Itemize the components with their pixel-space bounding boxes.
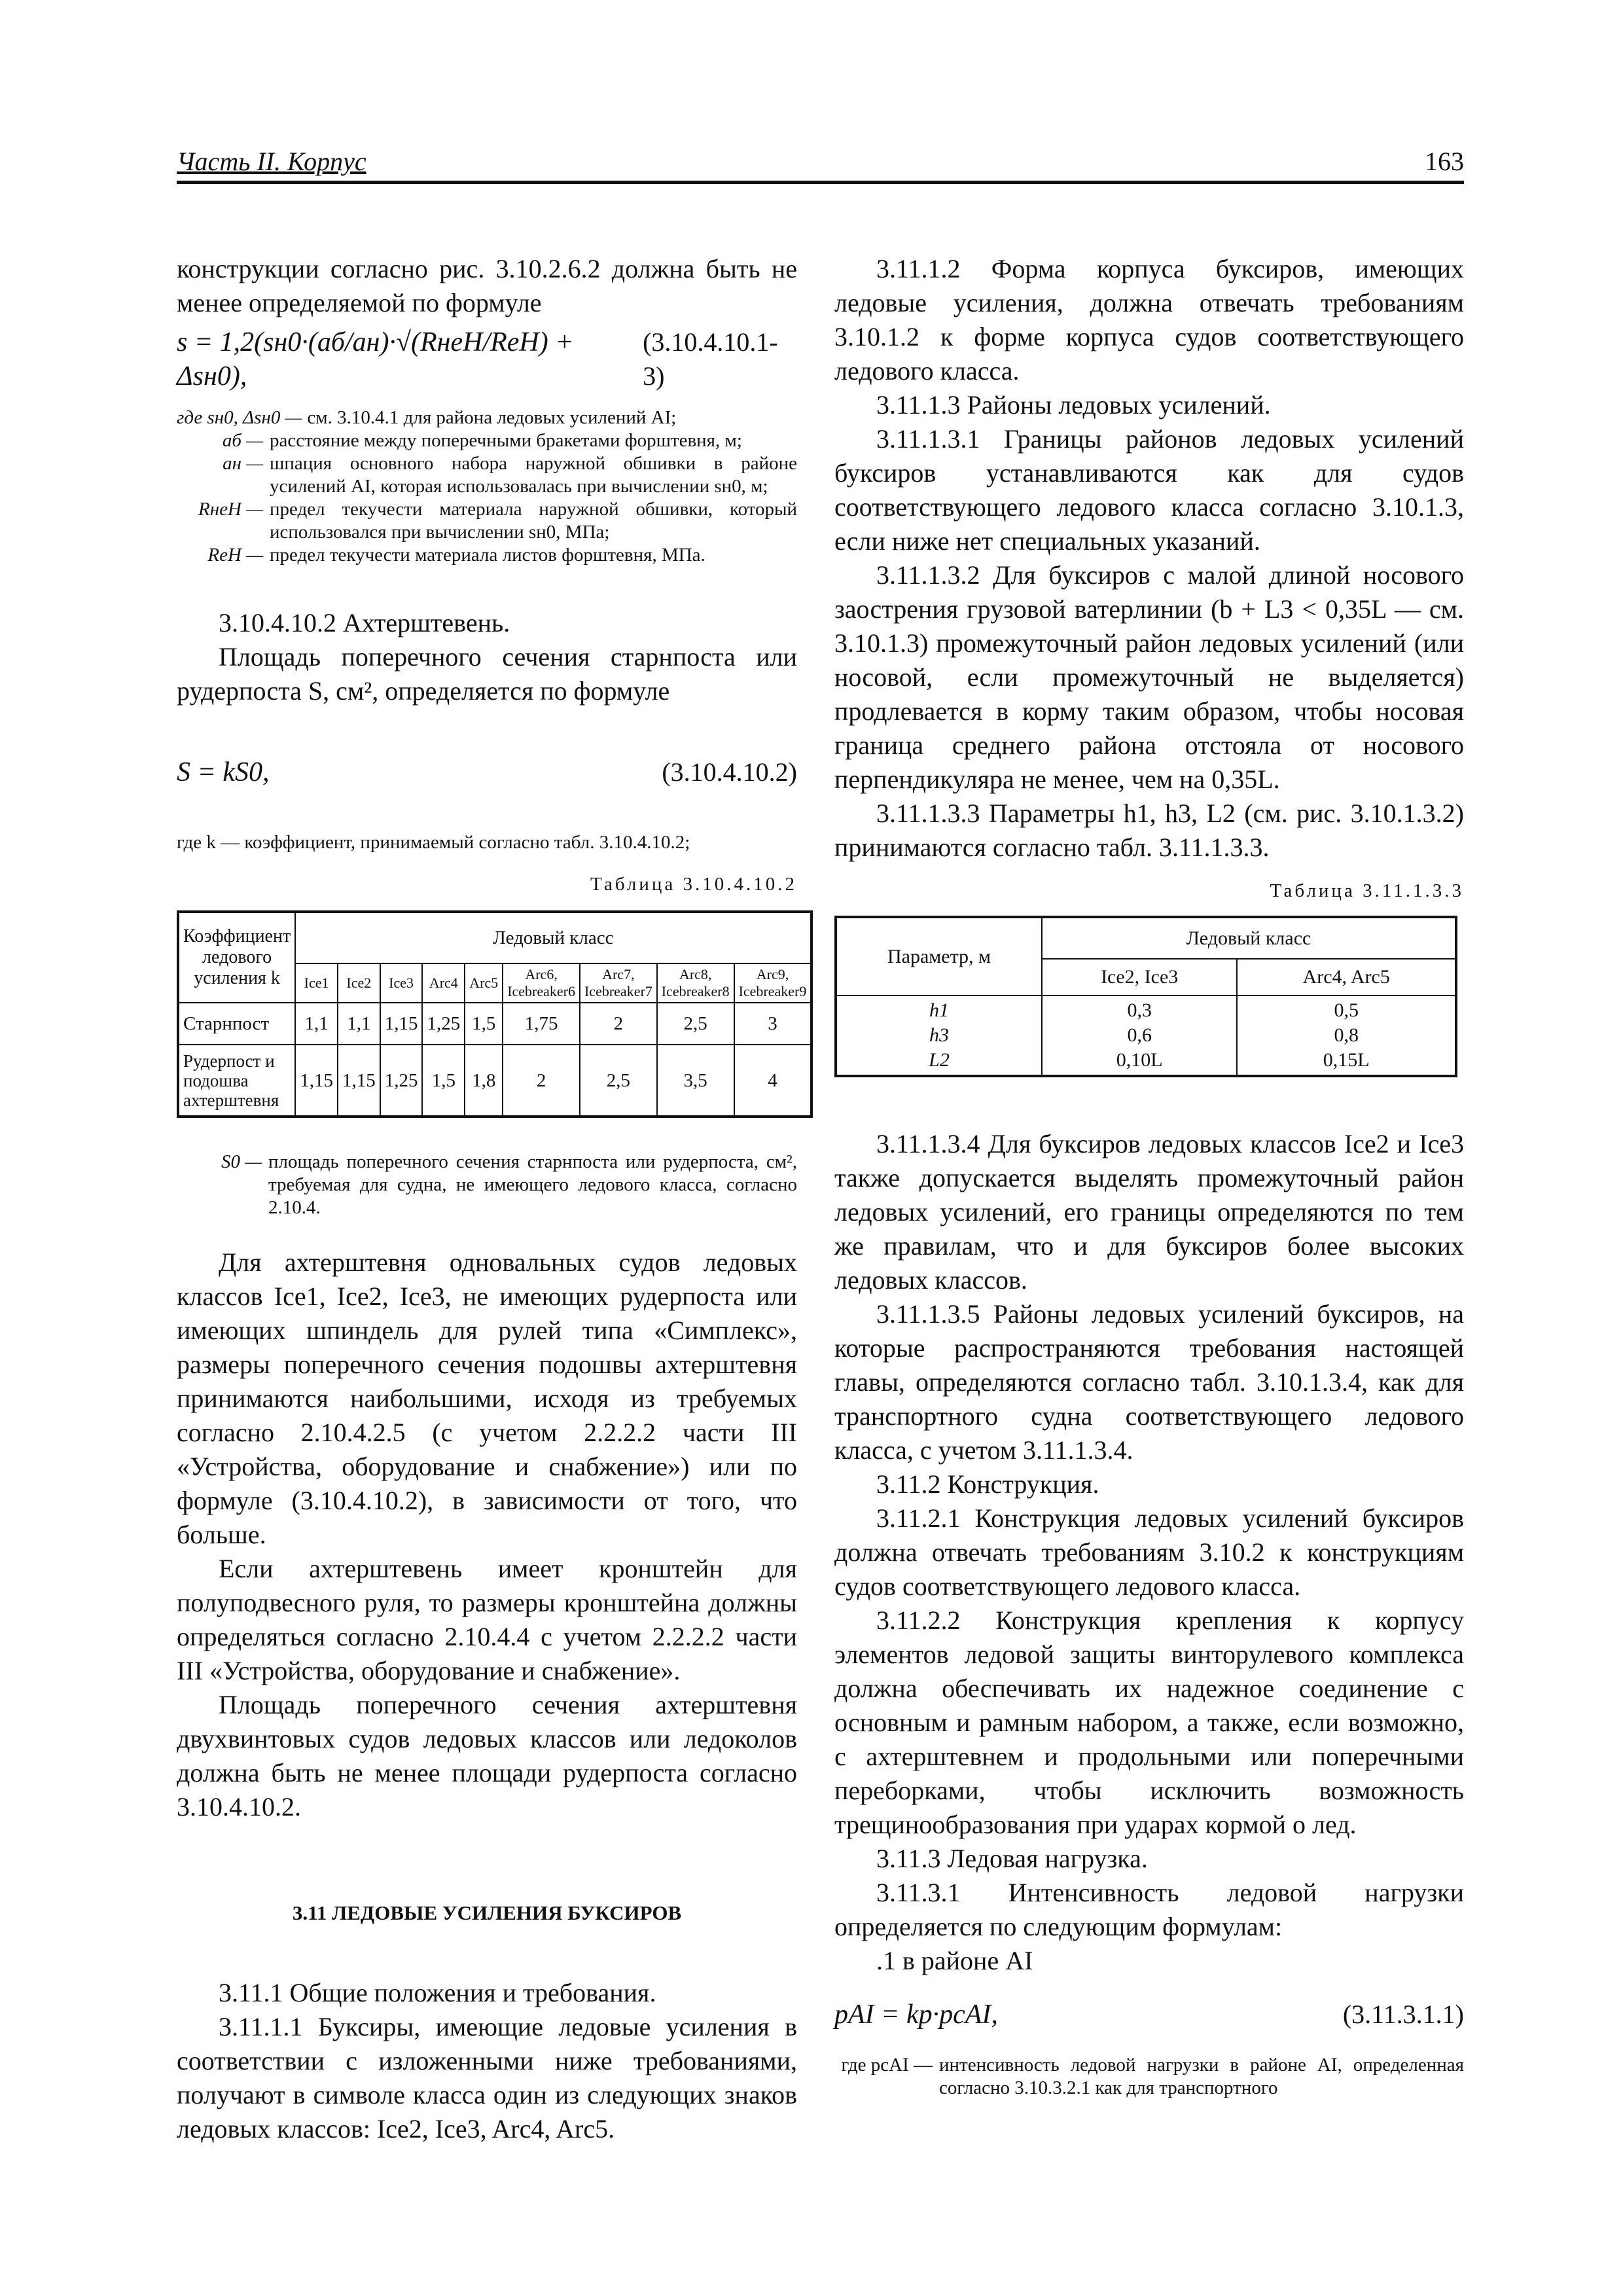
legend-text: интенсивность ледовой нагрузки в районе AI, определенная согласно 3.10.3.2.1 как для транспортного — [939, 2054, 1464, 2098]
subsection-heading: 3.10.4.10.2 Ахтерштевень. — [219, 608, 510, 637]
formula-legend: где k — коэффициент, принимаемый согласно табл. 3.10.4.10.2; — [177, 832, 690, 853]
table-column-header: Ice1 — [295, 963, 338, 1003]
left-column — [177, 252, 807, 2146]
ice-coefficient-table — [177, 910, 813, 1118]
legend-row: aб — расстояние между поперечными бракетами форштевня, м; — [222, 430, 742, 451]
paragraph: 3.11.1.2 Форма корпуса буксиров, имеющих ледовые усиления, должна отвечать требованиям 3.10.1.2 к форме корпуса судов соответствующего ледового класса. — [834, 254, 1464, 386]
formula-number: (3.10.4.10.2) — [662, 757, 797, 787]
table-cell: 2,5 — [657, 1003, 734, 1045]
formula-expression: S = kS0, — [177, 757, 270, 787]
table-column-header: Arc4, Arc5 — [1237, 959, 1456, 996]
table-cell: 3 — [734, 1003, 812, 1045]
table-row-label: Рудерпост и подошва ахтерштевня — [178, 1045, 295, 1117]
paragraph: 3.11.1.3.3 Параметры h1, h3, L2 (см. рис. 3.10.1.3.2) принимаются согласно табл. 3.11.1.3.3. — [834, 798, 1464, 862]
formula-number: (3.11.3.1.1) — [1342, 2000, 1464, 2029]
formula-expression: pAI = kp·pcAI, — [834, 2000, 998, 2030]
table-corner-header: Параметр, м — [836, 917, 1042, 996]
right-column — [834, 252, 1464, 2100]
legend-row: RнeH — предел текучести материала наружной обшивки, который использовался при вычислении sн0, МПа; — [198, 499, 797, 543]
table-cell: 3,5 — [657, 1045, 734, 1117]
subsection-heading: 3.11.3 Ледовая нагрузка. — [876, 1844, 1148, 1873]
subsection-heading: 3.11.2 Конструкция. — [876, 1469, 1099, 1499]
subsection-heading: 3.11.1 Общие положения и требования. — [219, 1978, 656, 2007]
table-caption: Таблица 3.11.1.3.3 — [1270, 880, 1464, 901]
paragraph: 3.11.1.3.5 Районы ледовых усилений буксиров, на которые распространяются требования настоящей главы, определяются согласно табл. 3.10.1.3.4, как для транспортного судна соответствующего ледового класса, с учетом 3.11.1.3.4. — [834, 1299, 1464, 1465]
formula-3-10-4-10-2 — [177, 755, 797, 789]
legend-row: aн — шпация основного набора наружной обшивки в районе усилений AI, которая использовалась при вычислении sн0, м; — [223, 453, 797, 497]
ice-parameters-table — [834, 916, 1457, 1077]
paragraph: конструкции согласно рис. 3.10.2.6.2 должна быть не менее определяемой по формуле — [177, 254, 797, 317]
table-row-label: h3 — [929, 1024, 949, 1046]
table-column-header: Arc8, Icebreaker8 — [657, 963, 734, 1003]
section-heading: 3.11 ЛЕДОВЫЕ УСИЛЕНИЯ БУКСИРОВ — [292, 1901, 682, 1924]
paragraph: Если ахтерштевень имеет кронштейн для полуподвесного руля, то размеры кронштейна должны определяться согласно 2.10.4.4 с учетом 2.2.2.2 части III «Устройства, оборудование и снабжение». — [177, 1554, 797, 1685]
table-column-header: Arc7, Icebreaker7 — [580, 963, 657, 1003]
table-cell: 2 — [580, 1003, 657, 1045]
table-cell: 1,75 — [503, 1003, 580, 1045]
paragraph: 3.11.2.1 Конструкция ледовых усилений буксиров должна отвечать требованиям 3.10.2 к конструкциям судов соответствующего ледового класса. — [834, 1503, 1464, 1601]
table-column-header: Ice2, Ice3 — [1042, 959, 1237, 996]
table-group-header: Ледовый класс — [295, 912, 812, 963]
legend-symbol: где pcAI — — [841, 2054, 933, 2075]
table-cell: 1,1 — [338, 1003, 380, 1045]
table-column-header: Arc5 — [465, 963, 503, 1003]
table-cell: 2 — [503, 1045, 580, 1117]
table-cell: 1,8 — [465, 1045, 503, 1117]
table-row-label: h1 — [929, 999, 949, 1021]
table-group-header: Ледовый класс — [1042, 917, 1456, 959]
table-column-header: Ice2 — [338, 963, 380, 1003]
table-row — [178, 1003, 812, 1045]
table-cell: 1,15 — [295, 1045, 338, 1117]
table-column-header: Arc4 — [422, 963, 465, 1003]
legend-symbol: S0 — — [221, 1151, 262, 1172]
table-cell: 1,1 — [295, 1003, 338, 1045]
table-column-header: Arc9, Icebreaker9 — [734, 963, 812, 1003]
table-cell: 1,15 — [338, 1045, 380, 1117]
paragraph: Площадь поперечного сечения старнпоста или рудерпоста S, см², определяется по формуле — [177, 642, 797, 706]
formula-3-11-3-1-1 — [834, 1998, 1464, 2032]
formula-number: (3.10.4.10.1-3) — [643, 327, 778, 391]
legend-row: где sн0, Δsн0 — см. 3.10.4.1 для района ледовых усилений AI; — [177, 407, 677, 428]
table-cell: 0,8 — [1334, 1024, 1359, 1046]
table-corner-header: Коэффициент ледового усиления k — [178, 912, 295, 1003]
table-cell: 0,10L — [1116, 1049, 1163, 1071]
list-item: .1 в районе AI — [876, 1946, 1033, 1975]
table-cell: 1,5 — [422, 1045, 465, 1117]
table-cell: 0,15L — [1323, 1049, 1370, 1071]
formula-3-10-4-10-1-3 — [177, 328, 797, 391]
paragraph: 3.11.1.1 Буксиры, имеющие ледовые усиления в соответствии с изложенными ниже требованиями, получают в символе класса один из следующих знаков ледовых классов: Ice2, Ice3, Arc4, Arc5. — [177, 2012, 797, 2144]
table-cell: 1,5 — [465, 1003, 503, 1045]
s0-legend — [177, 1151, 797, 1219]
table-cell: 0,5 — [1334, 999, 1359, 1021]
table-cell: 0,3 — [1127, 999, 1152, 1021]
table-row — [836, 996, 1456, 1076]
paragraph: Для ахтерштевня одновальных судов ледовых классов Ice1, Ice2, Ice3, не имеющих рудерпоста или имеющих шпиндель для рулей типа «Симплекс», размеры поперечного сечения подошвы ахтерштевня принимаются наибольшими, исходя из требуемых согласно 2.10.4.2.5 (с учетом 2.2.2.2 части III «Устройства, оборудование и снабжение») или по формуле (3.10.4.10.2), в зависимости от того, что больше. — [177, 1247, 797, 1549]
table-column-header: Arc6, Icebreaker6 — [503, 963, 580, 1003]
subsection-heading: 3.11.1.3 Районы ледовых усилений. — [876, 390, 1271, 420]
paragraph: 3.11.3.1 Интенсивность ледовой нагрузки определяется по следующим формулам: — [834, 1878, 1464, 1941]
table-row-label: Старнпост — [178, 1003, 295, 1045]
table-cell: 1,15 — [380, 1003, 423, 1045]
table-cell: 2,5 — [580, 1045, 657, 1117]
table-cell: 4 — [734, 1045, 812, 1117]
table-row — [178, 1045, 812, 1117]
paragraph: 3.11.1.3.2 Для буксиров с малой длиной носового заострения грузовой ватерлинии (b + L3 < 0,35L — см. 3.10.1.3) промежуточный район ледовых усилений (или носовой, если промежуточный не выделяется) продлевается в корму таким образом, чтобы носовая граница среднего района отстояла от носового перпендикуляра не менее, чем на 0,35L. — [834, 560, 1464, 794]
table-cell: 1,25 — [422, 1003, 465, 1045]
formula-legend — [834, 2054, 1464, 2100]
formula-legend — [177, 406, 797, 567]
table-header-row — [178, 912, 812, 963]
legend-row: ReH — предел текучести материала листов форштевня, МПа. — [207, 545, 705, 565]
page-number: 163 — [1425, 147, 1464, 176]
paragraph: 3.11.1.3.1 Границы районов ледовых усилений буксиров устанавливаются как для судов соответствующего ледового класса согласно 3.10.1.3, если ниже нет специальных указаний. — [834, 424, 1464, 556]
table-row-label: L2 — [929, 1049, 950, 1071]
paragraph: 3.11.1.3.4 Для буксиров ледовых классов Ice2 и Ice3 также допускается выделять промежуточный район ледовых усилений, его границы определяются по тем же правилам, что и для буксиров более высоких ледовых классов. — [834, 1129, 1464, 1295]
page-header — [177, 145, 1464, 184]
legend-text: площадь поперечного сечения старнпоста или рудерпоста, см², требуемая для судна, не имеющего ледового класса, согласно 2.10.4. — [268, 1151, 797, 1218]
table-cell: 0,6 — [1127, 1024, 1152, 1046]
table-caption: Таблица 3.10.4.10.2 — [590, 874, 797, 895]
paragraph: 3.11.2.2 Конструкция крепления к корпусу элементов ледовой защиты винторулевого комплекса должна обеспечивать их надежное соединение с основным и рамным набором, а также, если возможно, с ахтерштевнем и продольными или поперечными переборками, чтобы исключить возможность трещинообразования при ударах кормой о лед. — [834, 1605, 1464, 1839]
paragraph: Площадь поперечного сечения ахтерштевня двухвинтовых судов ледовых классов или ледоколов должна быть не менее площади рудерпоста согласно 3.10.4.10.2. — [177, 1690, 797, 1821]
running-title: Часть II. Корпус — [177, 147, 366, 176]
table-column-header: Ice3 — [380, 963, 423, 1003]
table-header-row — [836, 917, 1456, 959]
table-cell: 1,25 — [380, 1045, 423, 1117]
formula-expression: s = 1,2(sн0·(aб/aн)·√(RнeH/ReH) + Δsн0), — [177, 327, 574, 391]
